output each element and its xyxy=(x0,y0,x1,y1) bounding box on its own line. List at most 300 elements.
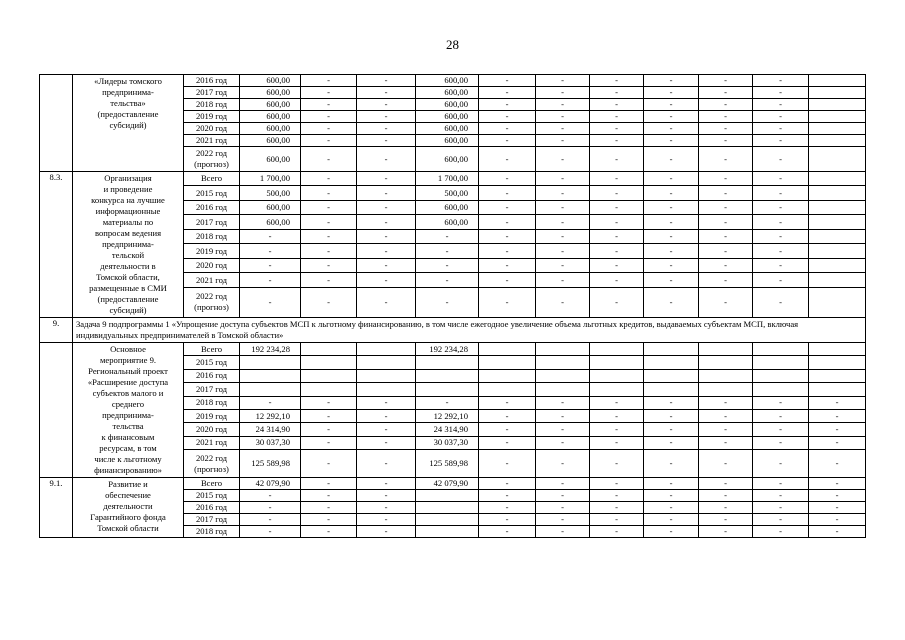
year-cell: 2018 год xyxy=(184,396,240,409)
year-cell: 2022 год (прогноз) xyxy=(184,450,240,478)
value-cell: 24 314,90 xyxy=(240,423,301,436)
value-cell: - xyxy=(644,123,699,135)
value-cell: - xyxy=(536,87,590,99)
value-cell xyxy=(479,356,536,369)
value-cell: - xyxy=(479,258,536,272)
value-cell: - xyxy=(479,215,536,229)
value-cell: - xyxy=(301,200,357,214)
value-cell: 30 037,30 xyxy=(240,436,301,449)
year-cell: 2016 год xyxy=(184,75,240,87)
value-cell: - xyxy=(536,514,590,526)
value-cell xyxy=(240,369,301,382)
value-cell: - xyxy=(479,87,536,99)
value-cell xyxy=(416,514,479,526)
value-cell: - xyxy=(536,123,590,135)
value-cell: - xyxy=(357,409,416,422)
value-cell: - xyxy=(479,490,536,502)
value-cell: - xyxy=(479,502,536,514)
description-line: предпринима- xyxy=(102,410,154,420)
value-cell: - xyxy=(699,87,753,99)
value-cell: - xyxy=(809,450,866,478)
value-cell: - xyxy=(479,478,536,490)
value-cell: - xyxy=(301,526,357,538)
year-cell: 2018 год xyxy=(184,99,240,111)
value-cell: - xyxy=(357,200,416,214)
value-cell: - xyxy=(753,229,809,243)
value-cell: 500,00 xyxy=(240,186,301,200)
value-cell: - xyxy=(536,396,590,409)
value-cell: - xyxy=(644,99,699,111)
value-cell: - xyxy=(416,258,479,272)
value-cell xyxy=(479,343,536,356)
value-cell: - xyxy=(699,186,753,200)
value-cell: - xyxy=(536,200,590,214)
value-cell xyxy=(644,383,699,396)
value-cell: 600,00 xyxy=(240,215,301,229)
value-cell: - xyxy=(240,244,301,258)
value-cell: - xyxy=(301,87,357,99)
value-cell: - xyxy=(357,87,416,99)
year-cell: 2018 год xyxy=(184,526,240,538)
value-cell: - xyxy=(357,244,416,258)
value-cell: - xyxy=(699,526,753,538)
value-cell xyxy=(809,123,866,135)
value-cell xyxy=(357,343,416,356)
value-cell: - xyxy=(699,215,753,229)
value-cell: - xyxy=(301,172,357,186)
activity-description xyxy=(73,478,184,538)
value-cell: - xyxy=(809,396,866,409)
value-cell: 600,00 xyxy=(416,147,479,172)
value-cell: - xyxy=(536,287,590,317)
value-cell: - xyxy=(357,99,416,111)
value-cell: - xyxy=(699,287,753,317)
value-cell xyxy=(479,369,536,382)
value-cell: - xyxy=(699,409,753,422)
value-cell: - xyxy=(357,514,416,526)
value-cell: - xyxy=(590,526,644,538)
value-cell: - xyxy=(699,99,753,111)
row-number xyxy=(40,343,73,478)
value-cell xyxy=(301,356,357,369)
value-cell: 600,00 xyxy=(416,87,479,99)
value-cell: - xyxy=(590,200,644,214)
value-cell: - xyxy=(753,502,809,514)
value-cell xyxy=(590,383,644,396)
value-cell xyxy=(301,343,357,356)
value-cell: 600,00 xyxy=(416,99,479,111)
value-cell: - xyxy=(699,436,753,449)
row-number xyxy=(40,75,73,172)
description-line: Основное xyxy=(110,344,146,354)
value-cell: - xyxy=(301,244,357,258)
value-cell: 600,00 xyxy=(240,147,301,172)
value-cell: - xyxy=(644,244,699,258)
value-cell xyxy=(809,135,866,147)
value-cell: - xyxy=(809,409,866,422)
value-cell: - xyxy=(644,409,699,422)
value-cell: - xyxy=(536,75,590,87)
value-cell: - xyxy=(536,99,590,111)
value-cell: - xyxy=(357,186,416,200)
value-cell: - xyxy=(536,229,590,243)
value-cell: - xyxy=(590,147,644,172)
value-cell: - xyxy=(536,478,590,490)
value-cell: - xyxy=(301,273,357,287)
value-cell: - xyxy=(644,215,699,229)
value-cell: 600,00 xyxy=(416,135,479,147)
value-cell: - xyxy=(240,396,301,409)
value-cell: - xyxy=(357,450,416,478)
year-cell: 2017 год xyxy=(184,514,240,526)
value-cell xyxy=(536,383,590,396)
value-cell: - xyxy=(479,409,536,422)
value-cell: - xyxy=(357,135,416,147)
value-cell: - xyxy=(809,478,866,490)
value-cell xyxy=(809,215,866,229)
year-cell: 2015 год xyxy=(184,186,240,200)
value-cell: - xyxy=(590,436,644,449)
value-cell: - xyxy=(357,111,416,123)
year-cell: 2016 год xyxy=(184,369,240,382)
value-cell xyxy=(416,383,479,396)
value-cell: - xyxy=(357,273,416,287)
value-cell: - xyxy=(753,273,809,287)
value-cell: 12 292,10 xyxy=(240,409,301,422)
value-cell: - xyxy=(699,135,753,147)
value-cell: - xyxy=(644,258,699,272)
value-cell xyxy=(536,356,590,369)
value-cell: - xyxy=(301,123,357,135)
year-cell: 2019 год xyxy=(184,111,240,123)
description-line: ресурсам, в том xyxy=(99,443,157,453)
value-cell xyxy=(416,369,479,382)
value-cell: 500,00 xyxy=(416,186,479,200)
value-cell: - xyxy=(590,502,644,514)
value-cell: 24 314,90 xyxy=(416,423,479,436)
description-line: Томской области xyxy=(97,523,159,533)
value-cell: - xyxy=(699,478,753,490)
description-line: мероприятие 9. xyxy=(99,355,157,365)
value-cell: - xyxy=(301,258,357,272)
value-cell: 600,00 xyxy=(240,111,301,123)
value-cell xyxy=(809,147,866,172)
value-cell: - xyxy=(536,172,590,186)
value-cell: - xyxy=(357,123,416,135)
value-cell xyxy=(590,343,644,356)
value-cell: - xyxy=(644,87,699,99)
value-cell: - xyxy=(479,244,536,258)
description-line: Гарантийного фонда xyxy=(90,512,166,522)
value-cell xyxy=(644,356,699,369)
value-cell xyxy=(809,186,866,200)
value-cell: - xyxy=(357,215,416,229)
year-cell: 2015 год xyxy=(184,356,240,369)
value-cell: - xyxy=(301,99,357,111)
value-cell xyxy=(809,244,866,258)
value-cell: - xyxy=(536,490,590,502)
year-cell: 2017 год xyxy=(184,215,240,229)
value-cell xyxy=(809,343,866,356)
year-cell: 2020 год xyxy=(184,258,240,272)
value-cell: - xyxy=(590,514,644,526)
value-cell: 600,00 xyxy=(240,87,301,99)
year-cell: 2021 год xyxy=(184,135,240,147)
value-cell: - xyxy=(301,229,357,243)
value-cell: - xyxy=(479,450,536,478)
value-cell xyxy=(644,343,699,356)
value-cell: - xyxy=(590,135,644,147)
value-cell xyxy=(479,383,536,396)
value-cell: - xyxy=(644,75,699,87)
value-cell: 600,00 xyxy=(416,111,479,123)
value-cell xyxy=(809,99,866,111)
value-cell: - xyxy=(590,450,644,478)
description-line: Томской области, xyxy=(96,272,160,282)
row-number: 9. xyxy=(40,318,73,343)
value-cell: - xyxy=(753,123,809,135)
value-cell: - xyxy=(479,273,536,287)
value-cell: - xyxy=(753,287,809,317)
value-cell: - xyxy=(753,75,809,87)
value-cell: - xyxy=(536,526,590,538)
value-cell: - xyxy=(240,287,301,317)
value-cell: - xyxy=(357,526,416,538)
value-cell: - xyxy=(479,147,536,172)
value-cell xyxy=(809,383,866,396)
value-cell: - xyxy=(479,186,536,200)
table-row xyxy=(40,343,866,356)
value-cell: - xyxy=(590,87,644,99)
value-cell: 600,00 xyxy=(240,99,301,111)
value-cell: - xyxy=(753,111,809,123)
value-cell: - xyxy=(416,396,479,409)
value-cell: - xyxy=(590,75,644,87)
value-cell: - xyxy=(699,273,753,287)
value-cell: - xyxy=(699,450,753,478)
value-cell xyxy=(809,229,866,243)
value-cell: - xyxy=(699,229,753,243)
table-row xyxy=(40,478,866,490)
value-cell: - xyxy=(240,273,301,287)
description-line: субсидий) xyxy=(109,305,147,315)
value-cell xyxy=(809,369,866,382)
value-cell: - xyxy=(644,147,699,172)
description-line: размещенные в СМИ xyxy=(89,283,167,293)
value-cell xyxy=(699,369,753,382)
value-cell xyxy=(301,369,357,382)
value-cell: - xyxy=(699,147,753,172)
value-cell: - xyxy=(590,287,644,317)
value-cell: - xyxy=(536,244,590,258)
value-cell xyxy=(753,383,809,396)
value-cell: - xyxy=(644,502,699,514)
description-line: числе к льготному xyxy=(94,454,162,464)
description-line: Развитие и xyxy=(108,479,148,489)
year-cell: 2022 год (прогноз) xyxy=(184,287,240,317)
value-cell xyxy=(416,502,479,514)
description-line: Организация xyxy=(104,173,152,183)
value-cell: - xyxy=(536,502,590,514)
value-cell: - xyxy=(357,172,416,186)
value-cell: - xyxy=(536,450,590,478)
value-cell: - xyxy=(753,490,809,502)
value-cell: - xyxy=(590,244,644,258)
year-cell: Всего xyxy=(184,478,240,490)
value-cell: - xyxy=(809,514,866,526)
value-cell: 600,00 xyxy=(240,135,301,147)
value-cell: - xyxy=(644,396,699,409)
value-cell: - xyxy=(590,186,644,200)
value-cell: - xyxy=(644,273,699,287)
value-cell xyxy=(809,273,866,287)
value-cell: - xyxy=(590,258,644,272)
value-cell: - xyxy=(301,423,357,436)
value-cell: 600,00 xyxy=(416,75,479,87)
value-cell: - xyxy=(416,244,479,258)
value-cell: - xyxy=(479,111,536,123)
value-cell: - xyxy=(357,287,416,317)
value-cell: - xyxy=(699,502,753,514)
value-cell: - xyxy=(536,111,590,123)
value-cell xyxy=(240,356,301,369)
description-line: Региональный проект xyxy=(88,366,168,376)
value-cell: - xyxy=(240,490,301,502)
task-title: Задача 9 подпрограммы 1 «Упрощение доступа субъектов МСП к льготному финансированию, в том числе ежегодное увеличение объема льготных кредитов, выдаваемых субъектам МСП, включая индивидуальных предпринимателей в Томской области» xyxy=(73,318,866,343)
value-cell: - xyxy=(699,111,753,123)
value-cell: 42 079,90 xyxy=(416,478,479,490)
value-cell: - xyxy=(753,215,809,229)
description-line: информационные xyxy=(95,206,161,216)
value-cell: - xyxy=(590,490,644,502)
budget-table xyxy=(39,74,866,538)
value-cell xyxy=(699,383,753,396)
description-line: материалы по xyxy=(102,217,154,227)
value-cell: - xyxy=(699,490,753,502)
value-cell xyxy=(699,356,753,369)
year-cell: Всего xyxy=(184,172,240,186)
year-cell: 2021 год xyxy=(184,273,240,287)
value-cell: - xyxy=(644,526,699,538)
value-cell: - xyxy=(809,502,866,514)
value-cell: - xyxy=(590,396,644,409)
value-cell: - xyxy=(536,436,590,449)
value-cell: - xyxy=(809,490,866,502)
value-cell xyxy=(809,200,866,214)
value-cell: - xyxy=(590,215,644,229)
value-cell: - xyxy=(590,99,644,111)
description-line: тельства» xyxy=(110,98,146,108)
value-cell: - xyxy=(699,123,753,135)
table-row xyxy=(40,75,866,87)
value-cell: - xyxy=(699,396,753,409)
year-cell: 2018 год xyxy=(184,229,240,243)
value-cell: - xyxy=(301,215,357,229)
value-cell: - xyxy=(644,423,699,436)
value-cell: - xyxy=(240,514,301,526)
value-cell: - xyxy=(536,135,590,147)
value-cell: - xyxy=(699,244,753,258)
year-cell: 2015 год xyxy=(184,490,240,502)
value-cell: 12 292,10 xyxy=(416,409,479,422)
value-cell xyxy=(809,87,866,99)
value-cell: - xyxy=(753,478,809,490)
value-cell: - xyxy=(301,135,357,147)
value-cell xyxy=(416,356,479,369)
value-cell: - xyxy=(301,111,357,123)
value-cell: - xyxy=(753,87,809,99)
year-cell: 2016 год xyxy=(184,200,240,214)
value-cell: - xyxy=(753,409,809,422)
value-cell: 1 700,00 xyxy=(416,172,479,186)
value-cell: - xyxy=(753,99,809,111)
year-cell: 2021 год xyxy=(184,436,240,449)
description-line: (предоставление xyxy=(97,109,159,119)
task-row xyxy=(40,318,866,343)
value-cell xyxy=(536,369,590,382)
value-cell xyxy=(357,383,416,396)
value-cell: - xyxy=(301,396,357,409)
value-cell: - xyxy=(301,75,357,87)
description-line: финансированию» xyxy=(94,465,162,475)
value-cell: - xyxy=(536,147,590,172)
value-cell: - xyxy=(301,490,357,502)
description-line: обеспечение xyxy=(105,490,151,500)
value-cell: - xyxy=(357,229,416,243)
value-cell: - xyxy=(753,172,809,186)
description-line: конкурса на лучшие xyxy=(91,195,165,205)
value-cell: - xyxy=(301,147,357,172)
value-cell: - xyxy=(644,172,699,186)
description-line: (предоставление xyxy=(97,294,159,304)
value-cell: 600,00 xyxy=(416,215,479,229)
description-line: тельства xyxy=(112,421,144,431)
year-cell: 2022 год (прогноз) xyxy=(184,147,240,172)
value-cell: - xyxy=(590,423,644,436)
value-cell: - xyxy=(753,436,809,449)
value-cell: 600,00 xyxy=(416,123,479,135)
value-cell: - xyxy=(753,450,809,478)
value-cell xyxy=(357,356,416,369)
value-cell: - xyxy=(240,526,301,538)
value-cell: - xyxy=(479,99,536,111)
table-row xyxy=(40,172,866,186)
description-line: предпринима- xyxy=(102,239,154,249)
description-line: вопросам ведения xyxy=(94,228,162,238)
value-cell: - xyxy=(240,502,301,514)
value-cell: - xyxy=(753,200,809,214)
value-cell: - xyxy=(644,111,699,123)
value-cell xyxy=(809,356,866,369)
description-line: «Расширение доступа xyxy=(87,377,169,387)
value-cell: 125 589,98 xyxy=(416,450,479,478)
value-cell: - xyxy=(240,258,301,272)
value-cell xyxy=(809,287,866,317)
value-cell: 192 234,28 xyxy=(240,343,301,356)
value-cell: - xyxy=(301,436,357,449)
value-cell: - xyxy=(357,478,416,490)
activity-description xyxy=(73,75,184,172)
year-cell: 2017 год xyxy=(184,87,240,99)
value-cell: - xyxy=(753,147,809,172)
value-cell: - xyxy=(301,514,357,526)
value-cell: 125 589,98 xyxy=(240,450,301,478)
value-cell: - xyxy=(416,229,479,243)
value-cell: - xyxy=(479,172,536,186)
value-cell: - xyxy=(301,450,357,478)
year-cell: 2019 год xyxy=(184,244,240,258)
value-cell: - xyxy=(479,229,536,243)
